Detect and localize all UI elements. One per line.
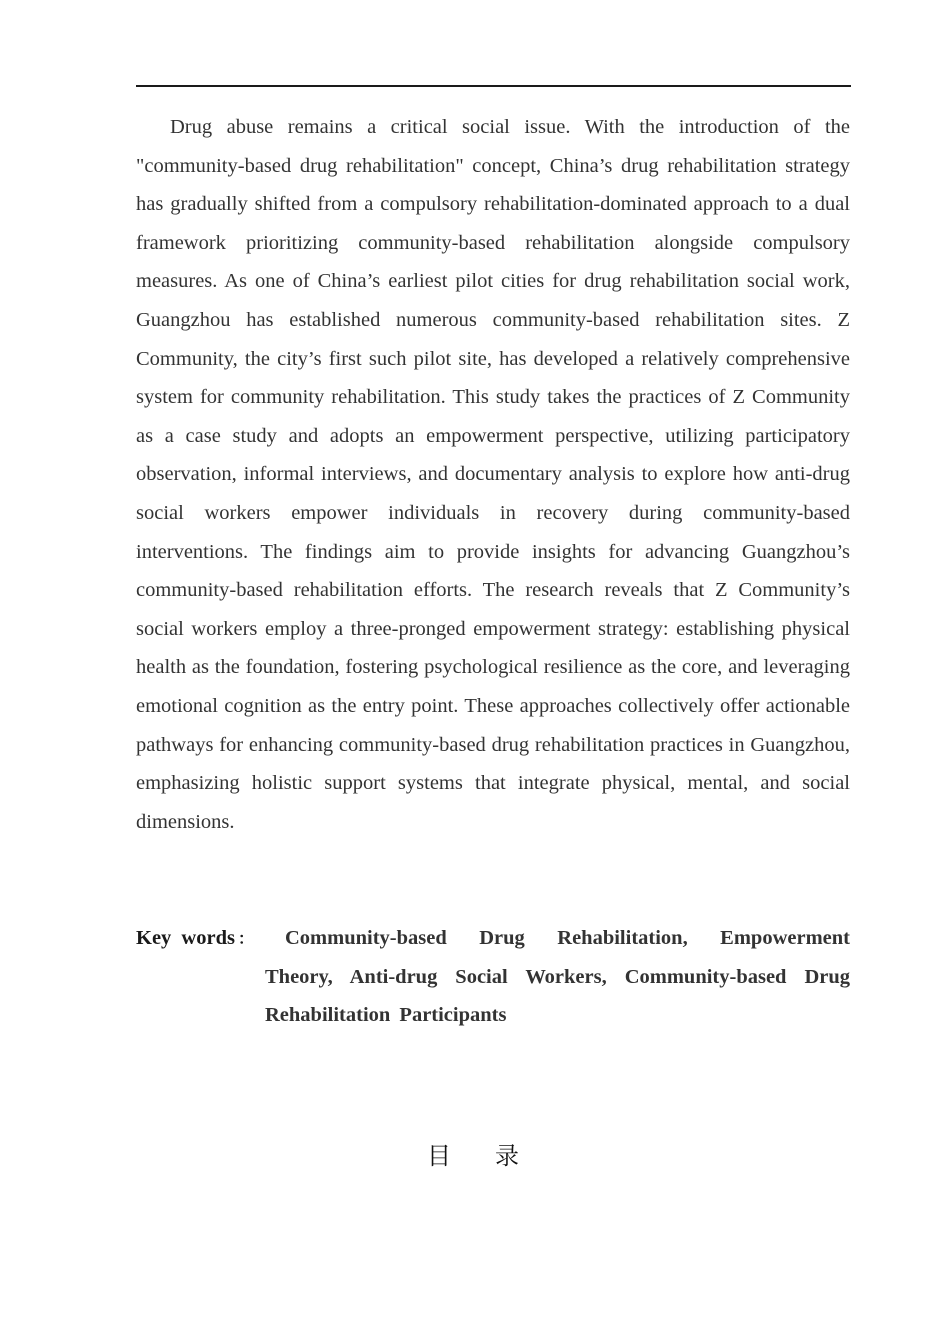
- header-rule: [136, 85, 851, 87]
- keywords-label: [136, 919, 266, 960]
- keywords-list: Community-based Drug Rehabilitation, Empowerment Theory, Anti-drug Social Workers, Community-based Drug Rehabilitation Participants: [265, 927, 850, 1027]
- keywords-colon: ：: [237, 931, 254, 948]
- keywords-block: [136, 919, 850, 1035]
- toc-title: 目录: [427, 1142, 563, 1170]
- abstract-paragraph: Drug abuse remains a critical social issue. With the introduction of the "community-based drug rehabilitation" concept, China’s drug rehabilitation strategy has gradually shifted from a compulsory rehabilitation-dominated approach to a dual framework prioritizing community-based rehabilitation alongside compulsory measures. As one of China’s earliest pilot cities for drug rehabilitation social work, Guangzhou has established numerous community-based rehabilitation sites. Z Community, the city’s first such pilot site, has developed a relatively comprehensive system for community rehabilitation. This study takes the practices of Z Community as a case study and adopts an empowerment perspective, utilizing participatory observation, informal interviews, and documentary analysis to explore how anti-drug social workers empower individuals in recovery during community-based interventions. The findings aim to provide insights for advancing Guangzhou’s community-based rehabilitation efforts. The research reveals that Z Community’s social workers employ a three-pronged empowerment strategy: establishing physical health as the foundation, fostering psychological resilience as the core, and leveraging emotional cognition as the entry point. These approaches collectively offer actionable pathways for enhancing community-based drug rehabilitation practices in Guangzhou, emphasizing holistic support systems that integrate physical, mental, and social dimensions.: [136, 116, 850, 833]
- keywords-label-text: Key words: [136, 927, 235, 949]
